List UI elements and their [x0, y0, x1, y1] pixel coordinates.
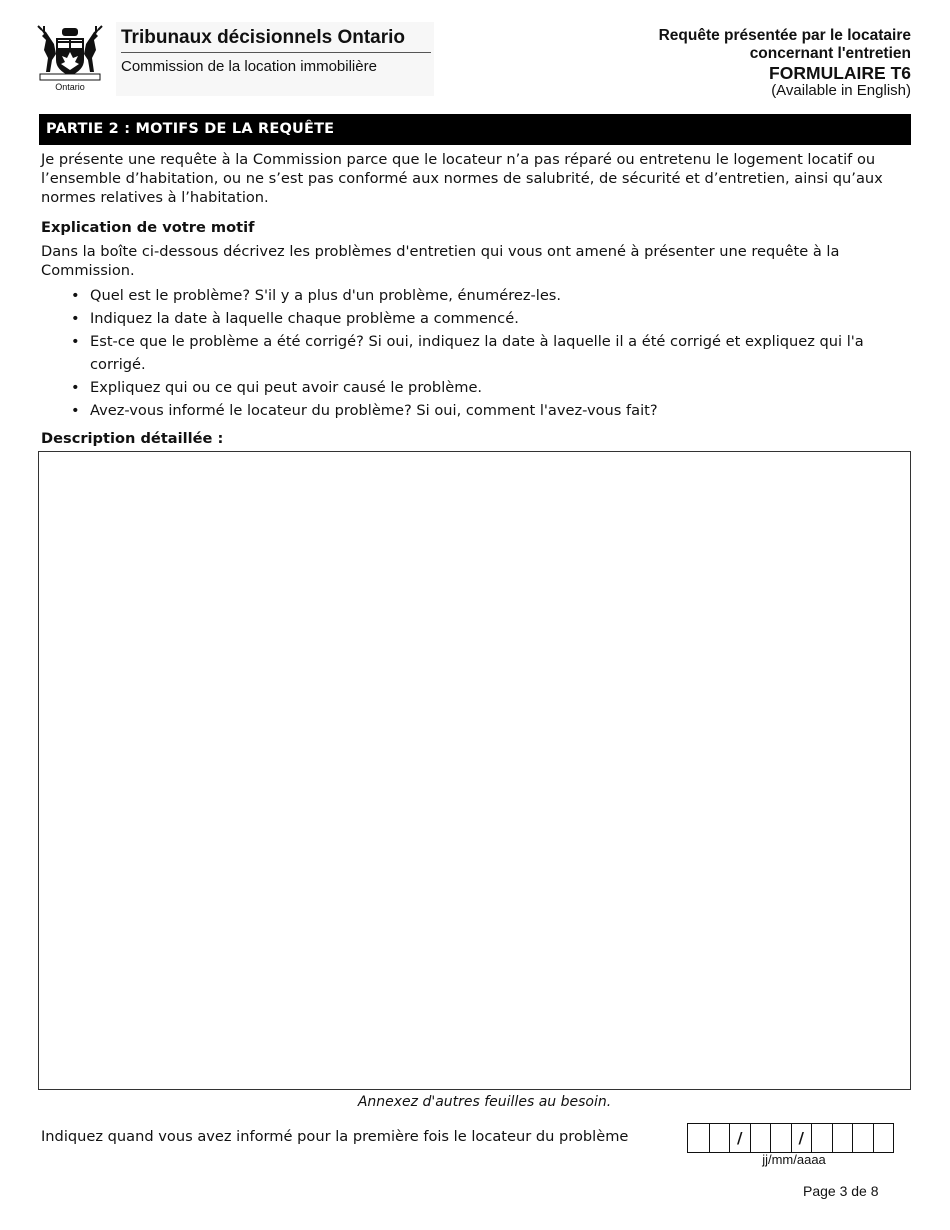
list-item: • Avez-vous informé le locateur du problème? Si oui, comment l'avez-vous fait?: [41, 399, 911, 422]
list-item: • Quel est le problème? S'il y a plus d'un problème, énumérez-les.: [41, 284, 911, 307]
form-title: [659, 27, 911, 63]
organization-subtitle: Commission de la location immobilière: [121, 58, 377, 75]
description-label: Description détaillée :: [41, 430, 224, 447]
date-year-digit-3[interactable]: [852, 1124, 873, 1152]
first-informed-date-label: Indiquez quand vous avez informé pour la première fois le locateur du problème: [41, 1128, 629, 1145]
form-title-line-2: concernant l'entretien: [749, 45, 911, 62]
form-title-line-1: Requête présentée par le locataire: [658, 27, 911, 44]
date-year-digit-4[interactable]: [873, 1124, 894, 1152]
date-day-digit-1[interactable]: [688, 1124, 709, 1152]
first-informed-date-field: [687, 1123, 894, 1153]
list-item: • Expliquez qui ou ce qui peut avoir causé le problème.: [41, 376, 911, 399]
date-year-digit-1[interactable]: [811, 1124, 832, 1152]
date-year-digit-2[interactable]: [832, 1124, 853, 1152]
date-day-digit-2[interactable]: [709, 1124, 730, 1152]
logo-wordmark: Ontario: [55, 82, 85, 92]
date-separator: /: [791, 1124, 812, 1152]
explanation-paragraph: Dans la boîte ci-dessous décrivez les problèmes d'entretien qui vous ont amené à présenter une requête à la Commission.: [41, 243, 840, 279]
date-month-digit-1[interactable]: [750, 1124, 771, 1152]
date-format-hint: jj/mm/aaaa: [762, 1152, 826, 1167]
instruction-list: [41, 284, 911, 422]
explanation-heading: Explication de votre motif: [41, 219, 255, 236]
header-divider: [121, 52, 431, 53]
page-number: Page 3 de 8: [803, 1183, 879, 1199]
available-in-english-link[interactable]: (Available in English): [771, 82, 911, 99]
organization-name: Tribunaux décisionnels Ontario: [121, 27, 405, 48]
list-item: • Indiquez la date à laquelle chaque problème a commencé.: [41, 307, 911, 330]
date-month-digit-2[interactable]: [770, 1124, 791, 1152]
annex-note: Annexez d'autres feuilles au besoin.: [357, 1094, 612, 1110]
description-textarea[interactable]: [38, 451, 911, 1090]
date-separator: /: [729, 1124, 750, 1152]
intro-paragraph: Je présente une requête à la Commission parce que le locateur n’a pas réparé ou entretenu le logement locatif ou l’ensemble d’habitation, ou ne s’est pas conformé aux normes de salubrité, de sécurité et d’entretien, ainsi qu’aux normes relatives à l’habitation.: [41, 151, 883, 206]
coat-of-arms-icon: [34, 24, 106, 84]
section-title: PARTIE 2 : MOTIFS DE LA REQUÊTE: [46, 121, 335, 137]
form-number: FORMULAIRE T6: [769, 63, 911, 83]
list-item: • Est-ce que le problème a été corrigé? Si oui, indiquez la date à laquelle il a été corrigé et expliquez qui l'a corrigé.: [41, 330, 911, 376]
